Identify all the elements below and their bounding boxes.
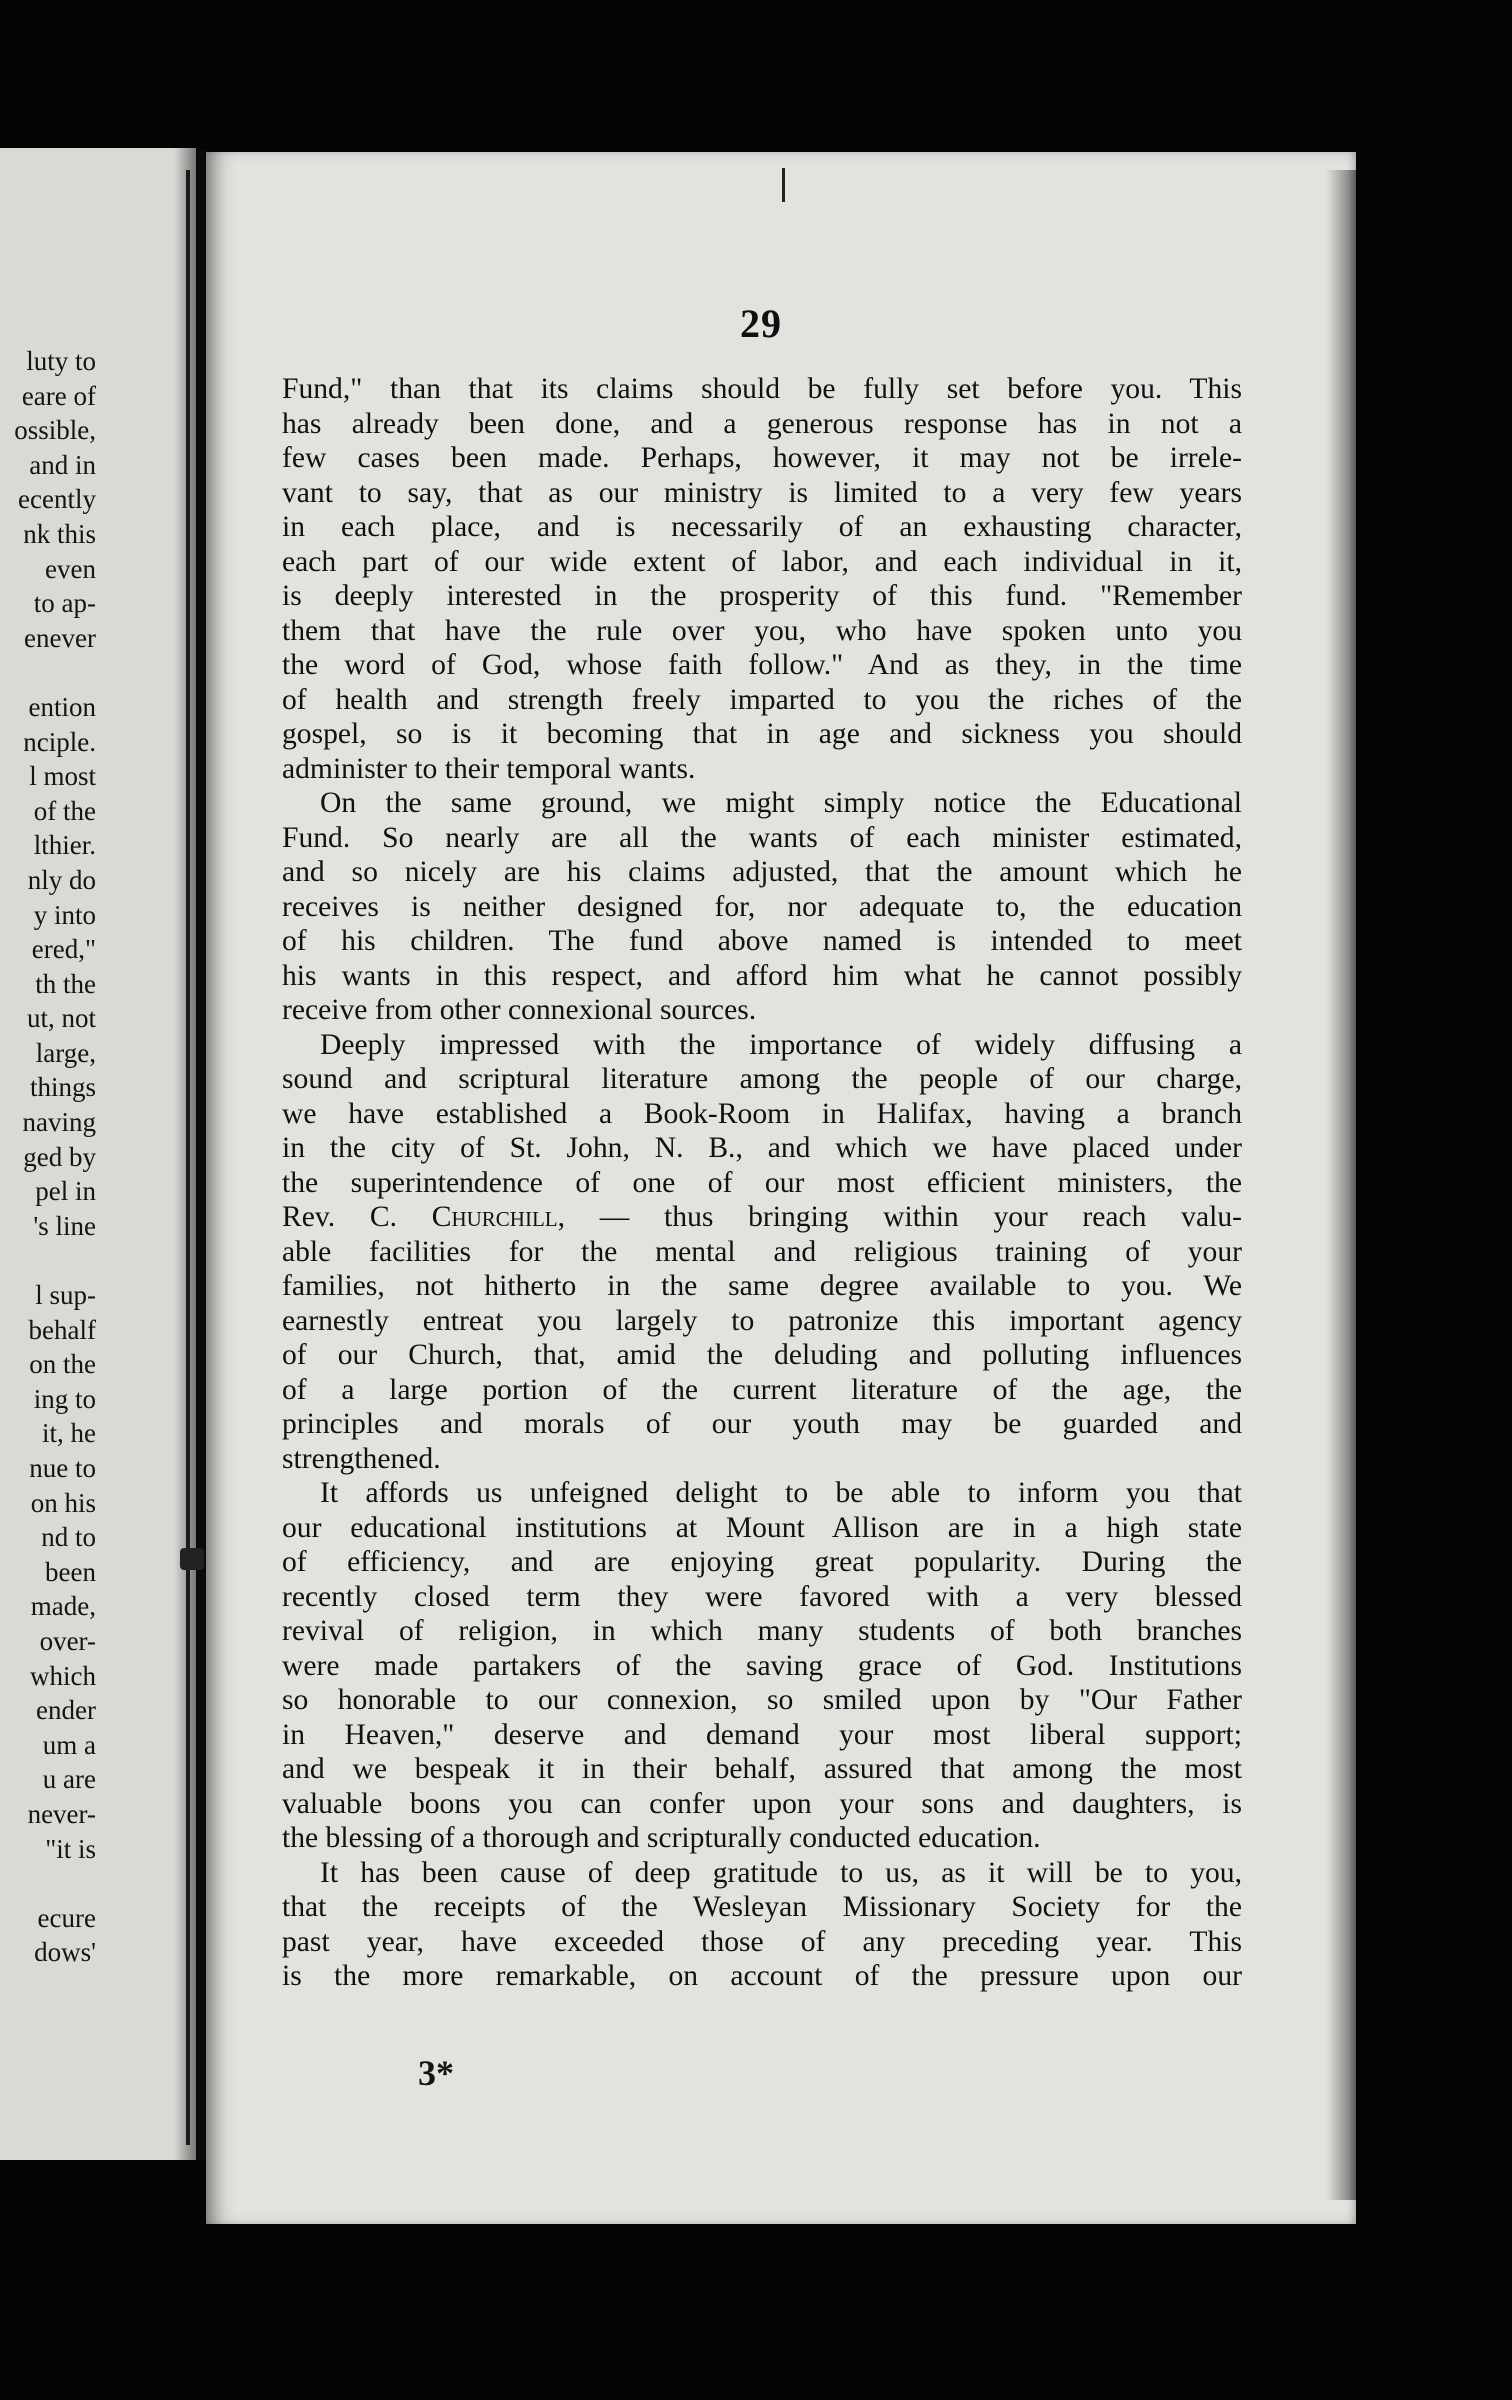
left-page-line: behalf [28,1314,96,1345]
left-page-line: u are [42,1764,96,1795]
body-line: our educational institutions at Mount Allison are in a high state [282,1511,1242,1544]
body-line: receive from other connexional sources. [282,994,757,1026]
left-page-line: been [45,1556,96,1587]
left-page-line: um a [42,1729,96,1760]
left-page-line: nd to [41,1522,96,1553]
body-line: principles and morals of our youth may be guarded and [282,1408,1242,1440]
left-page-line: nk this [23,518,96,549]
right-page-edge [1326,170,1356,2200]
left-page-line: l most [29,761,96,792]
body-line: is deeply interested in the prosperity of this fund. "Remember [282,580,1242,612]
left-page-line: "it is [45,1833,96,1864]
left-page-line: on his [30,1487,96,1518]
left-facing-page [0,148,196,2160]
left-page-line: ut, not [26,1003,96,1034]
left-page-line: th the [35,968,96,999]
body-line: his wants in this respect, and afford him what he cannot possibly [282,959,1242,992]
body-line: past year, have exceeded those of any preceding year. This [282,1925,1242,1958]
body-line: It has been cause of deep gratitude to us, as it will be to you, [320,1856,1242,1889]
body-line: the word of God, whose faith follow." And as they, in the time [282,649,1242,681]
body-line: gospel, so is it becoming that in age and sickness you should [282,718,1242,750]
left-page-line: luty to [26,346,96,376]
left-page-line: ossible, [14,415,96,446]
left-page-line: to ap- [33,588,96,619]
body-line: able facilities for the mental and religious training of your [282,1235,1242,1268]
top-margin-mark [782,168,785,202]
left-page-line: ged by [23,1141,96,1172]
left-page-line: nciple. [23,726,96,757]
left-page-line: pel in [35,1176,96,1207]
left-page-line: nue to [29,1453,96,1483]
left-page-line: ecure [37,1902,96,1933]
left-page-line: eare of [21,380,96,411]
body-line: were made partakers of the saving grace of God. Institutions [282,1649,1242,1682]
body-line: sound and scriptural literature among the people of our charge, [282,1063,1242,1095]
left-page-line: and in [29,449,96,480]
left-page-line: which [30,1660,96,1691]
body-line: and so nicely are his claims adjusted, that the amount which he [282,856,1242,888]
page-number: 29 [740,301,782,346]
binding-clip-mark [180,1548,204,1570]
body-line: and we bespeak it in their behalf, assured that among the most [282,1753,1242,1785]
body-line: them that have the rule over you, who have spoken unto you [282,614,1242,647]
left-page-line: on the [29,1349,96,1380]
body-line: in Heaven," deserve and demand your most liberal support; [282,1718,1242,1751]
left-page-line: of the [33,795,96,826]
body-line: earnestly entreat you largely to patronize this important agency [282,1304,1242,1337]
body-line: we have established a Book-Room in Halifax, having a branch [282,1097,1242,1130]
signature-mark: 3* [418,2053,454,2093]
body-line: the superintendence of one of our most efficient ministers, the [282,1166,1242,1199]
left-page-line [14,1866,96,1901]
body-line: On the same ground, we might simply notice the Educational [320,787,1242,819]
body-line: is the more remarkable, on account of the pressure upon our [282,1960,1242,1992]
left-page-line: y into [33,899,96,930]
left-page-line: ention [28,691,96,722]
body-line: Deeply impressed with the importance of widely diffusing a [320,1028,1242,1061]
left-page-shadow [174,148,196,2160]
body-line: revival of religion, in which many students of both branches [282,1615,1242,1647]
body-line: of a large portion of the current literature of the age, the [282,1373,1242,1406]
left-page-line: it, he [42,1418,96,1449]
body-line: so honorable to our connexion, so smiled upon by "Our Father [282,1684,1242,1716]
left-page-line: 's line [33,1210,96,1241]
left-page-line: ing to [33,1383,96,1414]
body-line: few cases been made. Perhaps, however, it may not be irrele- [282,442,1242,474]
body-line: the blessing of a thorough and scripturally conducted education. [282,1822,1041,1854]
body-line: Fund. So nearly are all the wants of each minister estimated, [282,821,1242,854]
left-page-line: ered," [31,934,96,965]
body-line: has already been done, and a generous response has in not a [282,407,1242,440]
left-page-text [14,344,96,1970]
left-page-line [14,1243,96,1278]
body-line: administer to their temporal wants. [282,752,696,785]
left-page-line: lthier. [33,830,96,861]
left-page-line: enever [24,622,96,653]
left-page-line [14,655,96,690]
body-line: Fund," than that its claims should be fully set before you. This [282,373,1242,405]
left-page-line: made, [30,1591,96,1622]
body-line: recently closed term they were favored with a very blessed [282,1580,1242,1613]
body-line: receives is neither designed for, nor adequate to, the education [282,890,1242,923]
spine-line [186,170,190,2145]
body-line: families, not hitherto in the same degree available to you. We [282,1270,1242,1302]
left-page-line: ecently [18,484,96,515]
left-page-line: things [29,1072,96,1103]
left-page-line: dows' [34,1937,96,1968]
body-line: that the receipts of the Wesleyan Missionary Society for the [282,1891,1242,1923]
body-line: of health and strength freely imparted to you the riches of the [282,683,1242,716]
left-page-line: naving [22,1107,96,1138]
body-line: in each place, and is necessarily of an exhausting character, [282,511,1242,543]
left-page-line: l sup- [35,1280,96,1311]
body-line: valuable boons you can confer upon your sons and daughters, is [282,1787,1242,1820]
body-line: each part of our wide extent of labor, and each individual in it, [282,545,1242,578]
body-line: vant to say, that as our ministry is limited to a very few years [282,476,1242,509]
left-page-line: nly do [27,864,96,895]
body-line: Rev. C. Churchill, — thus bringing within your reach valu- [282,1201,1242,1233]
body-line: in the city of St. John, N. B., and which we have placed under [282,1132,1242,1164]
left-page-line: even [45,553,96,584]
body-line: of our Church, that, amid the deluding and polluting influences [282,1339,1242,1371]
body-line: of efficiency, and are enjoying great popularity. During the [282,1546,1242,1578]
page-body-text [282,372,1242,1994]
left-page-line: over- [39,1625,96,1656]
left-page-line: large, [35,1037,96,1068]
left-page-line: never- [27,1798,96,1829]
body-line: strengthened. [282,1442,441,1475]
body-line: of his children. The fund above named is intended to meet [282,925,1242,957]
body-line: It affords us unfeigned delight to be able to inform you that [320,1477,1242,1509]
left-page-line: ender [36,1695,96,1726]
